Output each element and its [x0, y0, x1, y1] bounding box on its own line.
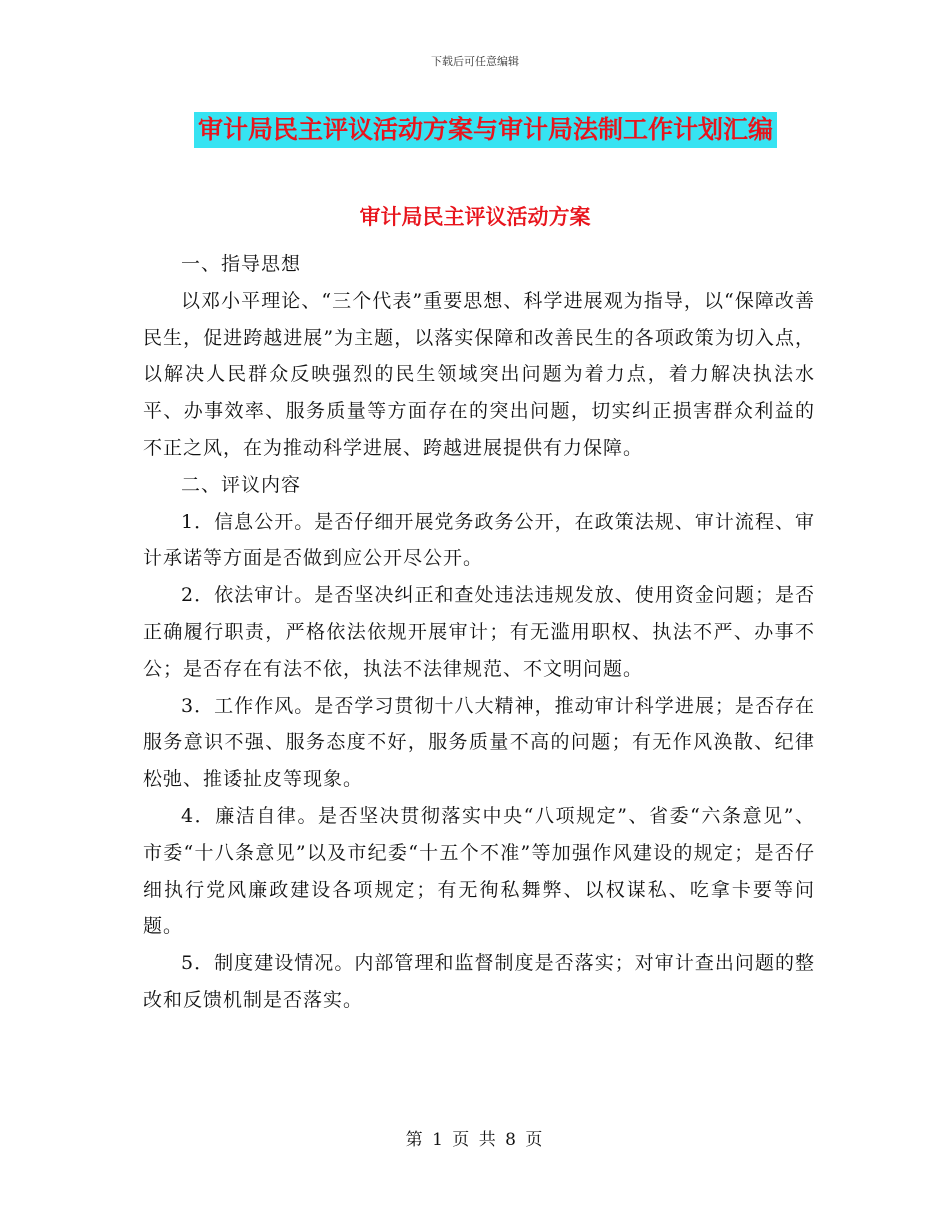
heading-evaluation-content: 二、评议内容	[181, 473, 302, 496]
paragraph-item-5: 5．制度建设情况。内部管理和监督制度是否落实；对审计查出问题的整改和反馈机制是否落实。	[143, 952, 815, 1011]
paragraph-guiding-ideology: 以邓小平理论、“三个代表”重要思想、科学进展观为指导，以“保障改善民生，促进跨越进展”为主题，以落实保障和改善民生的各项政策为切入点，以解决人民群众反映强烈的民生领域突出问题为着力点，着力解决执法水平、办事效率、服务质量等方面存在的突出问题，切实纠正损害群众利益的不正之风，在为推动科学进展、跨越进展提供有力保障。	[143, 289, 815, 459]
document-body	[143, 246, 815, 1019]
heading-guiding-ideology: 一、指导思想	[181, 253, 302, 275]
paragraph-item-1: 1．信息公开。是否仔细开展党务政务公开，在政策法规、审计流程、审计承诺等方面是否做到应公开尽公开。	[143, 510, 815, 570]
paragraph-item-3: 3．工作作风。是否学习贯彻十八大精神，推动审计科学进展；是否存在服务意识不强、服务态度不好，服务质量不高的问题；有无作风涣散、纪律松弛、推诿扯皮等现象。	[143, 694, 815, 791]
section-title: 审计局民主评议活动方案	[359, 205, 591, 229]
document-title: 审计局民主评议活动方案与审计局法制工作计划汇编	[194, 112, 777, 148]
page-footer: 第 1 页 共 8 页	[405, 1130, 545, 1150]
paragraph-item-2: 2．依法审计。是否坚决纠正和查处违法违规发放、使用资金问题；是否正确履行职责，严格依法依规开展审计；有无滥用职权、执法不严、办事不公；是否存在有法不依，执法不法律规范、不文明问题。	[143, 584, 815, 680]
header-note: 下载后可任意编辑	[431, 55, 519, 68]
paragraph-item-4: 4．廉洁自律。是否坚决贯彻落实中央“八项规定”、省委“六条意见”、市委“十八条意见”以及市纪委“十五个不准”等加强作风建设的规定；是否仔细执行党风廉政建设各项规定；有无徇私舞弊、以权谋私、吃拿卡要等问题。	[143, 804, 815, 938]
